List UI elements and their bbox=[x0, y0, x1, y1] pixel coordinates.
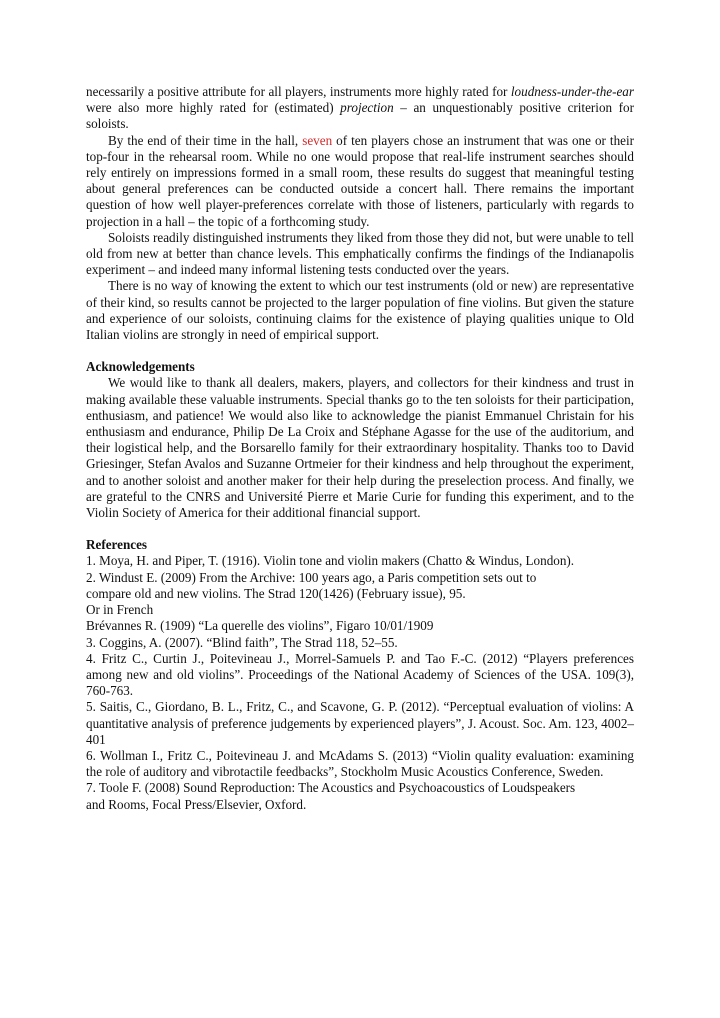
highlighted-word: seven bbox=[302, 132, 333, 148]
text-span: necessarily a positive attribute for all players, instruments more highly rated for bbox=[86, 84, 511, 99]
reference-7-line-1: 7. Toole F. (2008) Sound Reproduction: The Acoustics and Psychoacoustics of Loudspeakers bbox=[86, 780, 576, 796]
text-span: were also more highly rated for (estimated) bbox=[86, 100, 341, 116]
italic-term: loudness-under-the-ear bbox=[510, 84, 634, 99]
references-heading: References bbox=[86, 537, 148, 553]
reference-7-line-2: and Rooms, Focal Press/Elsevier, Oxford. bbox=[86, 796, 307, 812]
text-span: – an unquestionably positive criterion for soloists. bbox=[86, 100, 635, 132]
document-page bbox=[86, 84, 634, 813]
paragraph-2 bbox=[86, 133, 634, 230]
reference-4: 4. Fritz C., Curtin J., Poitevineau J., Morrel-Samuels P. and Tao F.-C. (2012) “Players preferences among new and old violins”. Proceedings of the National Academy of Sciences of the USA. 109(3), 760-763. bbox=[86, 650, 634, 699]
reference-5: 5. Saitis, C., Giordano, B. L., Fritz, C., and Scavone, G. P. (2012). “Perceptual evaluation of violins: A quantitative analysis of preference judgements by experienced players”, J. Acoust. Soc. Am. 123, 4002–401 bbox=[86, 699, 634, 747]
text-span: By the end of their time in the hall, bbox=[108, 132, 303, 148]
reference-2-line-2: compare old and new violins. The Strad 120(1426) (February issue), 95. bbox=[86, 585, 466, 601]
reference-2-line-1: 2. Windust E. (2009) From the Archive: 100 years ago, a Paris competition sets out to bbox=[86, 569, 537, 585]
reference-3: 3. Coggins, A. (2007). “Blind faith”, The Strad 118, 52–55. bbox=[86, 634, 398, 650]
text-span: of ten players chose an instrument that was one or their top-four in the rehearsal room. While no one would propose that real-life instrument searches should rely entirely on impressions formed in a small room, these results do suggest that meaningful testing about general preferences can be conducted outside a concert hall. There remains the important question of how well player-preferences correlate with those of listeners, particularly with regards to projection in a hall – the topic of a forthcoming study. bbox=[86, 132, 634, 229]
reference-1: 1. Moya, H. and Piper, T. (1916). Violin tone and violin makers (Chatto & Windus, London). bbox=[86, 553, 575, 569]
acknowledgements-heading: Acknowledgements bbox=[86, 359, 195, 375]
italic-term: projection bbox=[340, 100, 394, 116]
paragraph-4: There is no way of knowing the extent to which our test instruments (old or new) are representative of their kind, so results cannot be projected to the larger population of fine violins. But given the stature and experience of our soloists, continuing claims for the existence of playing qualities unique to Old Italian violins are strongly in need of empirical support. bbox=[86, 278, 634, 343]
reference-2-line-3: Or in French bbox=[86, 602, 154, 618]
paragraph-1 bbox=[86, 84, 634, 133]
paragraph-3: Soloists readily distinguished instruments they liked from those they did not, but were unable to tell old from new at better than chance levels. This emphatically confirms the findings of the Indianapolis experiment – and indeed many informal listening tests conducted over the years. bbox=[86, 229, 634, 278]
reference-2-line-4: Brévannes R. (1909) “La querelle des violins”, Figaro 10/01/1909 bbox=[86, 618, 434, 634]
reference-6: 6. Wollman I., Fritz C., Poitevineau J. and McAdams S. (2013) “Violin quality evaluation: examining the role of auditory and vibrotactile feedbacks”, Stockholm Music Acoustics Conference, Sweden. bbox=[86, 747, 634, 780]
acknowledgements-text: We would like to thank all dealers, makers, players, and collectors for their kindness and trust in making available these valuable instruments. Special thanks go to the ten soloists for their participation, enthusiasm, and patience! We would also like to acknowledge the pianist Emmanuel Christain for his enthusiasm and endurance, Philip De La Croix and Stéphane Agasse for the use of the auditorium, and their logistical help, and the Borsarello family for their extraordinary hospitality. Thanks too to David Griesinger, Stefan Avalos and Suzanne Ortmeier for their kindness and help throughout the experiment, and to another soloist and another maker for their help during the preselection process. And finally, we are grateful to the CNRS and Université Pierre et Marie Curie for funding this experiment, and to the Violin Society of America for their additional financial support. bbox=[86, 375, 634, 521]
